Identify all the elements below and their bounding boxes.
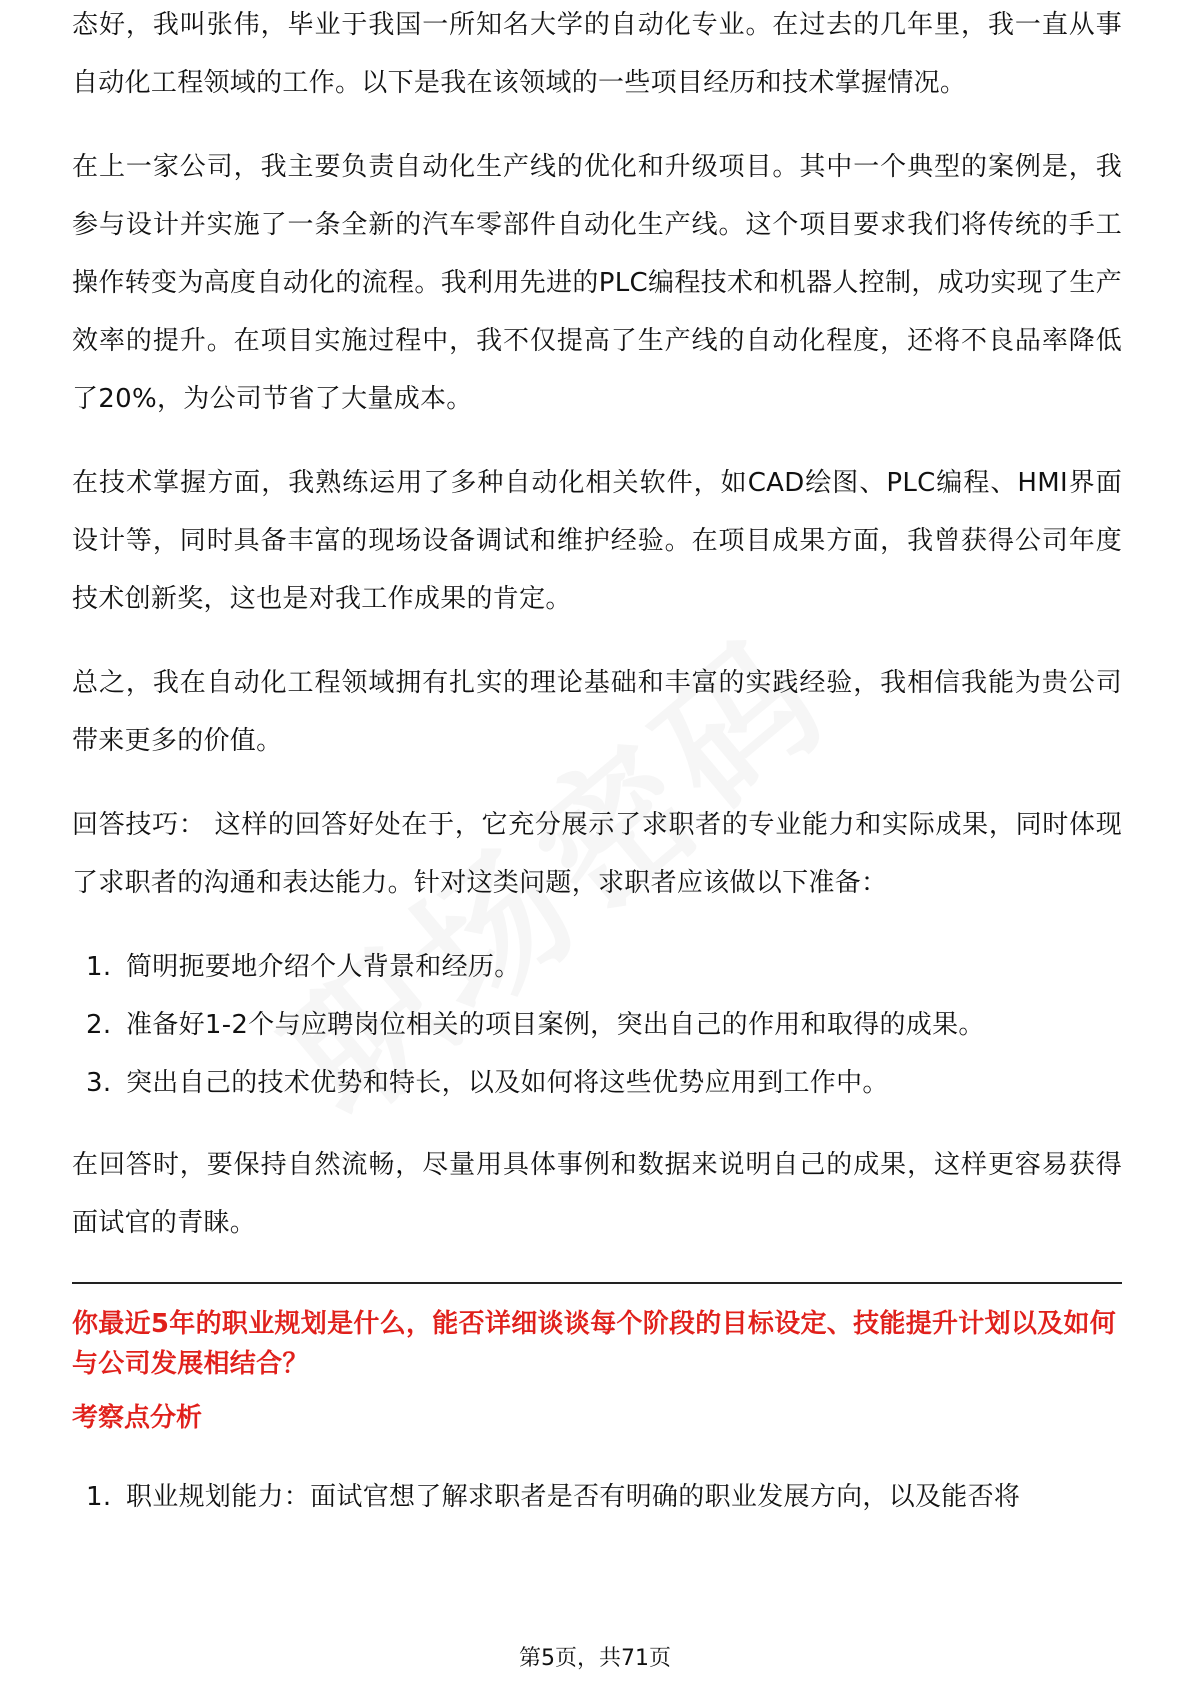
paragraph-skills: 在技术掌握方面，我熟练运用了多种自动化相关软件，如CAD绘图、PLC编程、HMI界面设计等，同时具备丰富的现场设备调试和维护经验。在项目成果方面，我曾获得公司年度技术创新奖，这也是对我工作成果的肯定。 <box>72 468 1122 614</box>
list-text: 简明扼要地介绍个人背景和经历。 <box>126 952 521 982</box>
list-number: 1. <box>86 1482 112 1512</box>
list-number: 1. <box>86 952 112 982</box>
list-item <box>72 1054 1122 1112</box>
question-heading: 你最近5年的职业规划是什么，能否详细谈谈每个阶段的目标设定、技能提升计划以及如何与公司发展相结合？ <box>72 1309 1117 1379</box>
tips-list <box>72 938 1122 1112</box>
paragraph-intro: 态好，我叫张伟，毕业于我国一所知名大学的自动化专业。在过去的几年里，我一直从事自动化工程领域的工作。以下是我在该领域的一些项目经历和技术掌握情况。 <box>72 10 1122 98</box>
section-divider <box>72 1282 1122 1284</box>
list-text: 职业规划能力：面试官想了解求职者是否有明确的职业发展方向，以及能否将 <box>126 1482 1021 1512</box>
list-item <box>72 996 1122 1054</box>
list-item <box>72 1468 1122 1526</box>
list-number: 2. <box>86 1010 112 1040</box>
analysis-list <box>72 1468 1122 1526</box>
page-content <box>72 10 1122 1550</box>
page-number-footer: 第5页，共71页 <box>519 1646 671 1671</box>
paragraph-summary: 总之，我在自动化工程领域拥有扎实的理论基础和丰富的实践经验，我相信我能为贵公司带来更多的价值。 <box>72 668 1122 756</box>
paragraph-project: 在上一家公司，我主要负责自动化生产线的优化和升级项目。其中一个典型的案例是，我参与设计并实施了一条全新的汽车零部件自动化生产线。这个项目要求我们将传统的手工操作转变为高度自动化的流程。我利用先进的PLC编程技术和机器人控制，成功实现了生产效率的提升。在项目实施过程中，我不仅提高了生产线的自动化程度，还将不良品率降低了20%，为公司节省了大量成本。 <box>72 152 1122 414</box>
list-text: 突出自己的技术优势和特长，以及如何将这些优势应用到工作中。 <box>126 1068 889 1098</box>
list-number: 3. <box>86 1068 112 1098</box>
list-item <box>72 938 1122 996</box>
paragraph-closing: 在回答时，要保持自然流畅，尽量用具体事例和数据来说明自己的成果，这样更容易获得面试官的青睐。 <box>72 1150 1122 1238</box>
analysis-subheading: 考察点分析 <box>72 1403 203 1433</box>
list-text: 准备好1-2个与应聘岗位相关的项目案例，突出自己的作用和取得的成果。 <box>126 1010 985 1040</box>
paragraph-tips: 回答技巧： 这样的回答好处在于，它充分展示了求职者的专业能力和实际成果，同时体现了求职者的沟通和表达能力。针对这类问题，求职者应该做以下准备： <box>72 810 1122 898</box>
